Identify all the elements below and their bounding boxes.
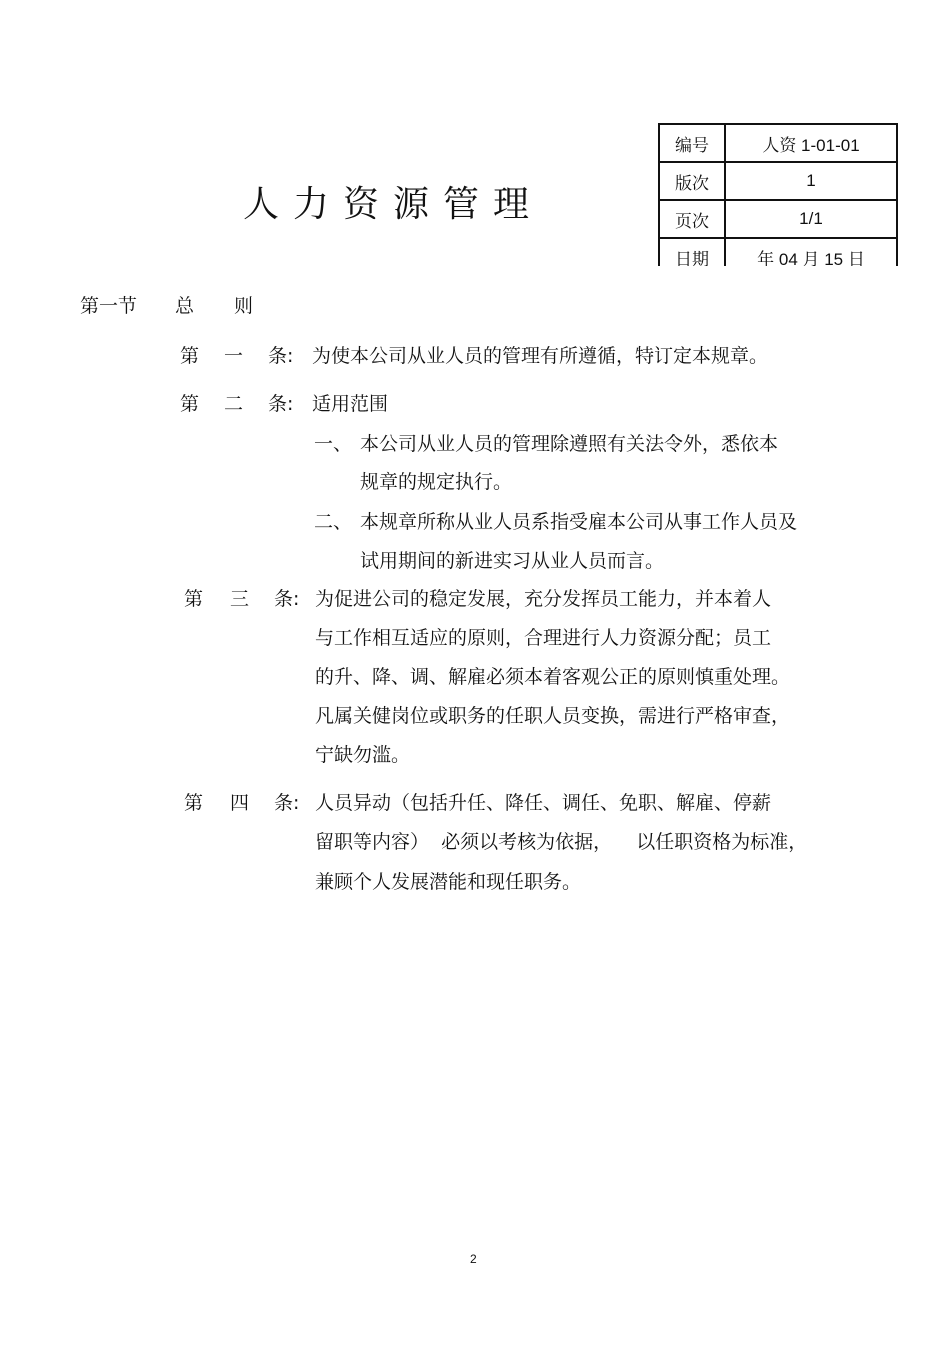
- article-label-part: 条:: [274, 792, 300, 814]
- section-heading: [80, 292, 253, 320]
- article-label-part: 条:: [268, 345, 294, 367]
- info-value: 1/1: [725, 200, 897, 238]
- info-row: [659, 238, 897, 266]
- info-value: 1: [725, 162, 897, 200]
- article-label-part: 条:: [274, 588, 300, 610]
- list-item-marker: 一、: [314, 433, 353, 455]
- article-label-part: 二: [224, 393, 244, 415]
- article-text-line: 适用范围: [312, 393, 389, 415]
- article-label-part: 一: [224, 345, 244, 367]
- article-text-line: 留职等内容） 必须以考核为依据， 以任职资格为标准，: [315, 831, 808, 853]
- list-item-line: 本公司从业人员的管理除遵照有关法令外，悉依本: [360, 433, 779, 455]
- article-text-line: 的升、降、调、解雇必须本着客观公正的原则慎重处理。: [315, 666, 791, 688]
- document-info-table: [658, 123, 903, 266]
- article-label-part: 第: [184, 792, 204, 814]
- info-key: 编号: [659, 124, 725, 162]
- info-row: [659, 200, 897, 238]
- info-value: 年 04 月 15 日: [725, 238, 897, 266]
- article-label-part: 条:: [268, 393, 294, 415]
- section-number: 第一节: [80, 295, 138, 317]
- article-label-part: 第: [180, 393, 200, 415]
- article-label-part: 第: [180, 345, 200, 367]
- list-item-line: 试用期间的新进实习从业人员而言。: [360, 550, 665, 572]
- article-3-label: [184, 585, 299, 613]
- list-item-line: 本规章所称从业人员系指受雇本公司从事工作人员及: [360, 511, 798, 533]
- article-text-line: 与工作相互适应的原则，合理进行人力资源分配；员工: [315, 627, 772, 649]
- info-key: 版次: [659, 162, 725, 200]
- info-row: [659, 124, 897, 162]
- article-4-label: [184, 789, 299, 817]
- page-number: 2: [470, 1252, 477, 1266]
- info-key: 日期: [659, 238, 725, 266]
- article-text-line: 为使本公司从业人员的管理有所遵循，特订定本规章。: [312, 345, 769, 367]
- article-2-label: [180, 390, 293, 418]
- article-label-part: 第: [184, 588, 204, 610]
- article-text-line: 兼顾个人发展潜能和现任职务。: [315, 871, 582, 893]
- article-label-part: 三: [230, 588, 250, 610]
- article-text-line: 人员异动（包括升任、降任、调任、免职、解雇、停薪: [315, 792, 772, 814]
- article-text-line: 为促进公司的稳定发展，充分发挥员工能力，并本着人: [315, 588, 772, 610]
- info-value: 人资 1-01-01: [725, 124, 897, 162]
- info-key: 页次: [659, 200, 725, 238]
- list-item-marker: 二、: [314, 511, 353, 533]
- article-1-label: [180, 342, 293, 370]
- section-name-part: 总: [175, 295, 195, 317]
- section-name-part: 则: [234, 295, 254, 317]
- article-label-part: 四: [230, 792, 250, 814]
- list-item-line: 规章的规定执行。: [360, 471, 513, 493]
- info-row: [659, 162, 897, 200]
- document-title: 人力资源管理: [243, 184, 544, 225]
- article-text-line: 宁缺勿滥。: [315, 744, 411, 766]
- article-text-line: 凡属关健岗位或职务的任职人员变换，需进行严格审查，: [315, 705, 791, 727]
